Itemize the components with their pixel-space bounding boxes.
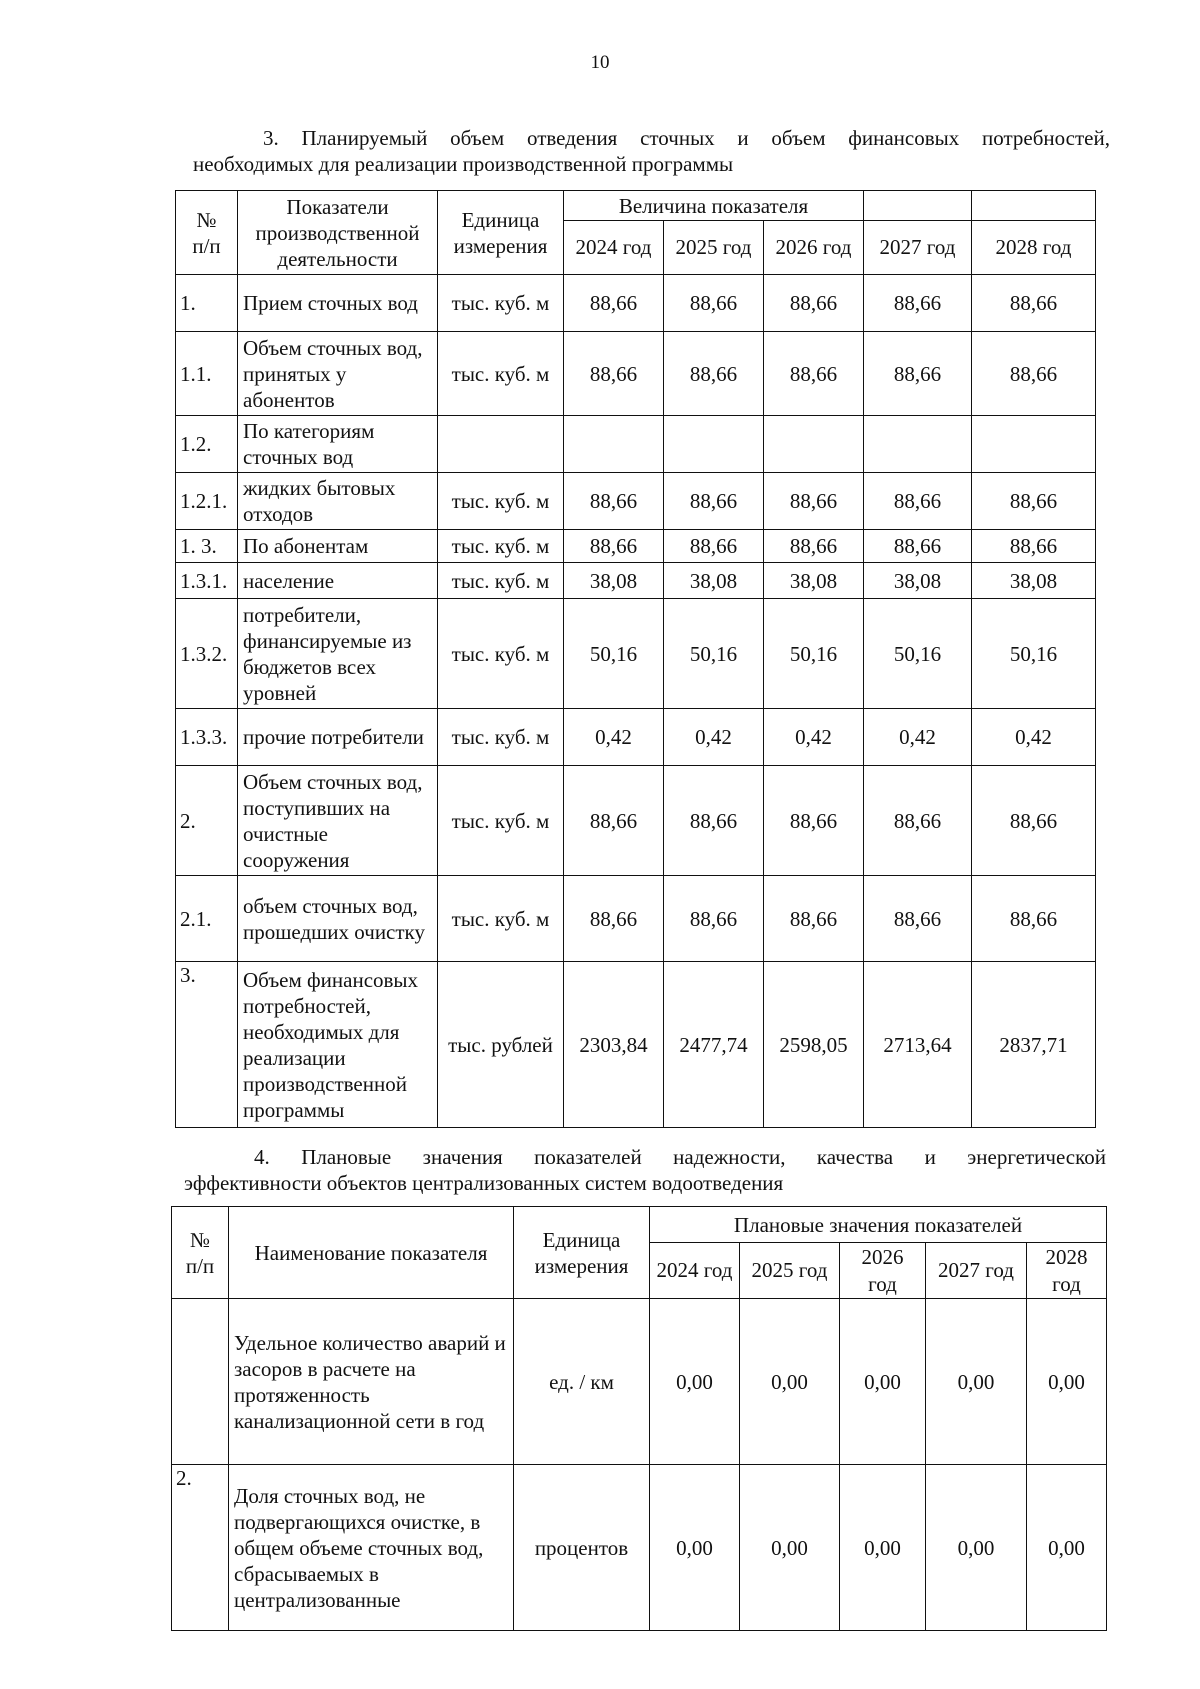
row-value: 88,66	[564, 473, 664, 530]
header-value: Величина показателя	[564, 191, 864, 221]
row-value: 88,66	[764, 876, 864, 962]
row-value: 88,66	[664, 530, 764, 563]
row-value: 88,66	[764, 530, 864, 563]
row-unit	[438, 416, 564, 473]
row-indicator: Объем сточных вод, поступивших на очистные сооружения	[238, 766, 438, 876]
row-value	[972, 416, 1096, 473]
page-number: 10	[590, 52, 610, 73]
row-indicator: Объем финансовых потребностей, необходимых для реализации производственной программы	[238, 962, 438, 1128]
row-value: 88,66	[764, 473, 864, 530]
header-year: 2024 год	[650, 1243, 740, 1299]
row-value: 2713,64	[864, 962, 972, 1128]
row-value: 88,66	[764, 275, 864, 332]
row-number: 1.2.	[176, 416, 238, 473]
header-num-line1: №	[196, 207, 217, 232]
row-value: 0,00	[840, 1465, 926, 1631]
header-unit: Единица измерения	[514, 1207, 650, 1299]
row-value: 0,42	[864, 709, 972, 766]
row-number: 2.	[176, 766, 238, 876]
row-value: 88,66	[972, 332, 1096, 416]
row-indicator: Удельное количество аварий и засоров в расчете на протяженность канализационной сети в год	[229, 1299, 514, 1465]
header-year: 2026 год	[840, 1243, 926, 1299]
row-value: 88,66	[564, 530, 664, 563]
row-unit: тыс. куб. м	[438, 766, 564, 876]
row-indicator: население	[238, 563, 438, 599]
row-value: 0,00	[1027, 1299, 1107, 1465]
section-4-title-line1: 4. Плановые значения показателей надежности, качества и энергетической	[254, 1145, 1106, 1169]
row-value: 88,66	[972, 275, 1096, 332]
row-indicator: Прием сточных вод	[238, 275, 438, 332]
table-row	[176, 332, 1096, 416]
row-value: 0,00	[840, 1299, 926, 1465]
row-value: 88,66	[864, 876, 972, 962]
header-row-number	[172, 1207, 229, 1299]
header-name: Наименование показателя	[229, 1207, 514, 1299]
row-unit: тыс. куб. м	[438, 473, 564, 530]
section-3-title-line2: необходимых для реализации производственной программы	[193, 152, 734, 176]
row-value: 2303,84	[564, 962, 664, 1128]
row-value	[564, 416, 664, 473]
row-indicator: жидких бытовых отходов	[238, 473, 438, 530]
row-value: 88,66	[664, 876, 764, 962]
row-number: 2.	[172, 1465, 229, 1631]
row-value: 0,00	[740, 1299, 840, 1465]
table-row	[176, 962, 1096, 1128]
row-value: 88,66	[764, 766, 864, 876]
section-3-title-line1: 3. Планируемый объем отведения сточных и объем финансовых потребностей,	[263, 126, 1110, 150]
row-value: 38,08	[972, 563, 1096, 599]
row-number: 3.	[176, 962, 238, 1128]
header-row-number	[176, 191, 238, 275]
table-row	[172, 1299, 1107, 1465]
header-num-line2: п/п	[185, 1253, 215, 1278]
row-value: 50,16	[864, 599, 972, 709]
header-num-line1: №	[189, 1227, 211, 1252]
row-value: 0,00	[926, 1465, 1027, 1631]
row-unit: тыс. рублей	[438, 962, 564, 1128]
table-row	[172, 1465, 1107, 1631]
section-4-title-line2: эффективности объектов централизованных систем водоотведения	[184, 1171, 784, 1195]
row-value: 88,66	[864, 275, 972, 332]
row-unit: тыс. куб. м	[438, 563, 564, 599]
table-row	[176, 766, 1096, 876]
header-planned-values: Плановые значения показателей	[650, 1207, 1107, 1243]
header-year: 2026 год	[764, 221, 864, 275]
table-row	[176, 530, 1096, 563]
row-value	[764, 416, 864, 473]
row-unit: процентов	[514, 1465, 650, 1631]
row-value: 88,66	[564, 876, 664, 962]
row-value: 38,08	[864, 563, 972, 599]
row-number: 1.1.	[176, 332, 238, 416]
row-indicator: По категориям сточных вод	[238, 416, 438, 473]
table-row	[176, 599, 1096, 709]
row-unit: тыс. куб. м	[438, 332, 564, 416]
row-value: 88,66	[664, 766, 764, 876]
row-value: 88,66	[564, 275, 664, 332]
row-value: 50,16	[664, 599, 764, 709]
row-value: 88,66	[864, 766, 972, 876]
header-year: 2027 год	[926, 1243, 1027, 1299]
header-blank-cell	[864, 191, 972, 221]
row-unit: тыс. куб. м	[438, 709, 564, 766]
row-value: 0,00	[650, 1465, 740, 1631]
row-indicator: Объем сточных вод, принятых у абонентов	[238, 332, 438, 416]
row-number: 1.3.3.	[176, 709, 238, 766]
table-row	[176, 473, 1096, 530]
row-number: 1.	[176, 275, 238, 332]
row-value: 2477,74	[664, 962, 764, 1128]
row-value: 0,42	[664, 709, 764, 766]
header-blank-cell	[972, 191, 1096, 221]
header-year: 2027 год	[864, 221, 972, 275]
row-value	[864, 416, 972, 473]
table-row	[176, 563, 1096, 599]
row-value: 88,66	[664, 332, 764, 416]
row-value: 88,66	[972, 473, 1096, 530]
table-row	[176, 876, 1096, 962]
table-row	[176, 709, 1096, 766]
row-value: 88,66	[864, 332, 972, 416]
row-value: 0,00	[926, 1299, 1027, 1465]
header-year: 2028 год	[1027, 1243, 1107, 1299]
row-value: 50,16	[564, 599, 664, 709]
section-4-title	[184, 1144, 1106, 1196]
row-value: 88,66	[564, 332, 664, 416]
row-value: 2598,05	[764, 962, 864, 1128]
row-number: 2.1.	[176, 876, 238, 962]
header-year: 2024 год	[564, 221, 664, 275]
row-value: 38,08	[664, 563, 764, 599]
row-value: 38,08	[764, 563, 864, 599]
row-value: 0,00	[1027, 1465, 1107, 1631]
row-unit: тыс. куб. м	[438, 530, 564, 563]
row-number: 1.2.1.	[176, 473, 238, 530]
row-value: 0,42	[764, 709, 864, 766]
row-value: 88,66	[764, 332, 864, 416]
row-value: 38,08	[564, 563, 664, 599]
row-indicator: По абонентам	[238, 530, 438, 563]
row-value: 88,66	[972, 876, 1096, 962]
header-year: 2025 год	[740, 1243, 840, 1299]
row-value: 88,66	[564, 766, 664, 876]
row-number: 1.3.1.	[176, 563, 238, 599]
row-unit: ед. / км	[514, 1299, 650, 1465]
row-unit: тыс. куб. м	[438, 275, 564, 332]
header-num-line2: п/п	[192, 233, 221, 258]
section-3-title	[193, 125, 1110, 177]
row-value: 88,66	[664, 473, 764, 530]
row-number	[172, 1299, 229, 1465]
row-value: 0,42	[972, 709, 1096, 766]
row-indicator: прочие потребители	[238, 709, 438, 766]
row-value: 50,16	[764, 599, 864, 709]
row-value: 2837,71	[972, 962, 1096, 1128]
wastewater-volume-table	[175, 190, 1096, 1128]
table-row	[176, 275, 1096, 332]
row-value: 0,00	[740, 1465, 840, 1631]
row-value: 88,66	[972, 530, 1096, 563]
row-value: 0,00	[650, 1299, 740, 1465]
header-unit: Единица измерения	[438, 191, 564, 275]
header-indicator: Показатели производственной деятельности	[238, 191, 438, 275]
row-value: 50,16	[972, 599, 1096, 709]
row-indicator: потребители, финансируемые из бюджетов всех уровней	[238, 599, 438, 709]
header-year: 2025 год	[664, 221, 764, 275]
row-value: 88,66	[864, 473, 972, 530]
row-value	[664, 416, 764, 473]
row-unit: тыс. куб. м	[438, 599, 564, 709]
reliability-indicators-table	[171, 1206, 1107, 1631]
row-number: 1.3.2.	[176, 599, 238, 709]
row-indicator: Доля сточных вод, не подвергающихся очистке, в общем объеме сточных вод, сбрасываемых в централизованные	[229, 1465, 514, 1631]
row-value: 88,66	[972, 766, 1096, 876]
row-value: 88,66	[664, 275, 764, 332]
row-unit: тыс. куб. м	[438, 876, 564, 962]
header-year: 2028 год	[972, 221, 1096, 275]
row-number: 1. 3.	[176, 530, 238, 563]
row-indicator: объем сточных вод, прошедших очистку	[238, 876, 438, 962]
row-value: 0,42	[564, 709, 664, 766]
table-row	[176, 416, 1096, 473]
row-value: 88,66	[864, 530, 972, 563]
